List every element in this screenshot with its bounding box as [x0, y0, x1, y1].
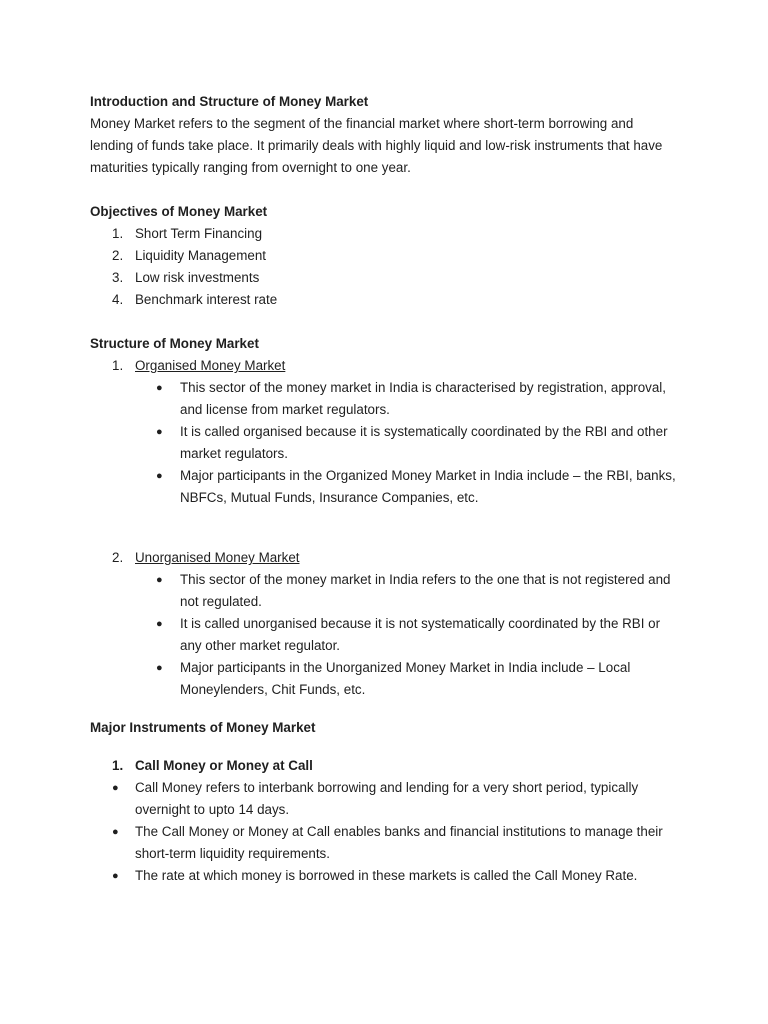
document-page	[90, 91, 680, 887]
list-item	[90, 377, 680, 421]
list-item	[90, 421, 680, 465]
bullet-icon: ●	[156, 426, 163, 438]
instrument-title	[90, 755, 680, 777]
bullet-text: Call Money refers to interbank borrowing and lending for a very short period, typically overnight to upto 14 days.	[135, 780, 639, 817]
list-item	[90, 289, 680, 311]
bullet-text: This sector of the money market in India refers to the one that is not registered and not regulated.	[180, 572, 671, 609]
list-number: 1.	[112, 758, 124, 773]
list-number: 2.	[112, 550, 124, 565]
list-item	[90, 223, 680, 245]
section-title: Organised Money Market	[135, 358, 286, 373]
bullet-icon: ●	[156, 574, 163, 586]
intro-paragraph: Money Market refers to the segment of the financial market where short-term borrowing and lending of funds take place. It primarily deals with highly liquid and low-risk instruments that have maturities typically ranging from overnight to one year.	[90, 116, 663, 175]
list-number: 3.	[112, 270, 124, 285]
structure-section-organised	[90, 355, 680, 377]
list-number: 1.	[112, 358, 124, 373]
bullet-icon: ●	[112, 826, 119, 838]
list-item	[90, 777, 680, 821]
instrument-title-text: Call Money or Money at Call	[135, 758, 313, 773]
bullet-text: It is called organised because it is systematically coordinated by the RBI and other market regulators.	[180, 424, 668, 461]
list-number: 2.	[112, 248, 124, 263]
bullet-text: The Call Money or Money at Call enables banks and financial institutions to manage their short-term liquidity requirements.	[135, 824, 663, 861]
list-text: Liquidity Management	[135, 248, 267, 263]
list-item	[90, 865, 680, 887]
list-item	[90, 569, 680, 613]
list-text: Low risk investments	[135, 270, 260, 285]
structure-list-2	[90, 547, 680, 569]
bullet-text: It is called unorganised because it is not systematically coordinated by the RBI or any other market regulator.	[180, 616, 661, 653]
instruments-heading: Major Instruments of Money Market	[90, 720, 316, 735]
bullet-text: The rate at which money is borrowed in these markets is called the Call Money Rate.	[135, 868, 638, 883]
list-text: Benchmark interest rate	[135, 292, 278, 307]
bullet-icon: ●	[112, 782, 119, 794]
list-item	[90, 465, 680, 509]
instrument-bullets	[90, 777, 680, 887]
bullet-icon: ●	[156, 618, 163, 630]
bullet-icon: ●	[156, 470, 163, 482]
list-number: 4.	[112, 292, 124, 307]
bullet-text: Major participants in the Organized Money Market in India include – the RBI, banks, NBFCs, Mutual Funds, Insurance Companies, etc.	[180, 468, 676, 505]
bullet-icon: ●	[156, 662, 163, 674]
organised-bullets	[90, 377, 680, 509]
list-number: 1.	[112, 226, 124, 241]
structure-heading: Structure of Money Market	[90, 336, 259, 351]
bullet-icon: ●	[112, 870, 119, 882]
bullet-text: This sector of the money market in India is characterised by registration, approval, and license from market regulators.	[180, 380, 667, 417]
unorganised-bullets	[90, 569, 680, 701]
list-item	[90, 245, 680, 267]
list-item	[90, 267, 680, 289]
intro-heading: Introduction and Structure of Money Market	[90, 94, 369, 109]
structure-list	[90, 355, 680, 377]
list-item	[90, 821, 680, 865]
list-text: Short Term Financing	[135, 226, 263, 241]
list-item	[90, 657, 680, 701]
objectives-list	[90, 223, 680, 311]
bullet-text: Major participants in the Unorganized Money Market in India include – Local Moneylenders, Chit Funds, etc.	[180, 660, 631, 697]
structure-section-unorganised	[90, 547, 680, 569]
bullet-icon: ●	[156, 382, 163, 394]
section-title: Unorganised Money Market	[135, 550, 300, 565]
list-item	[90, 613, 680, 657]
objectives-heading: Objectives of Money Market	[90, 204, 268, 219]
